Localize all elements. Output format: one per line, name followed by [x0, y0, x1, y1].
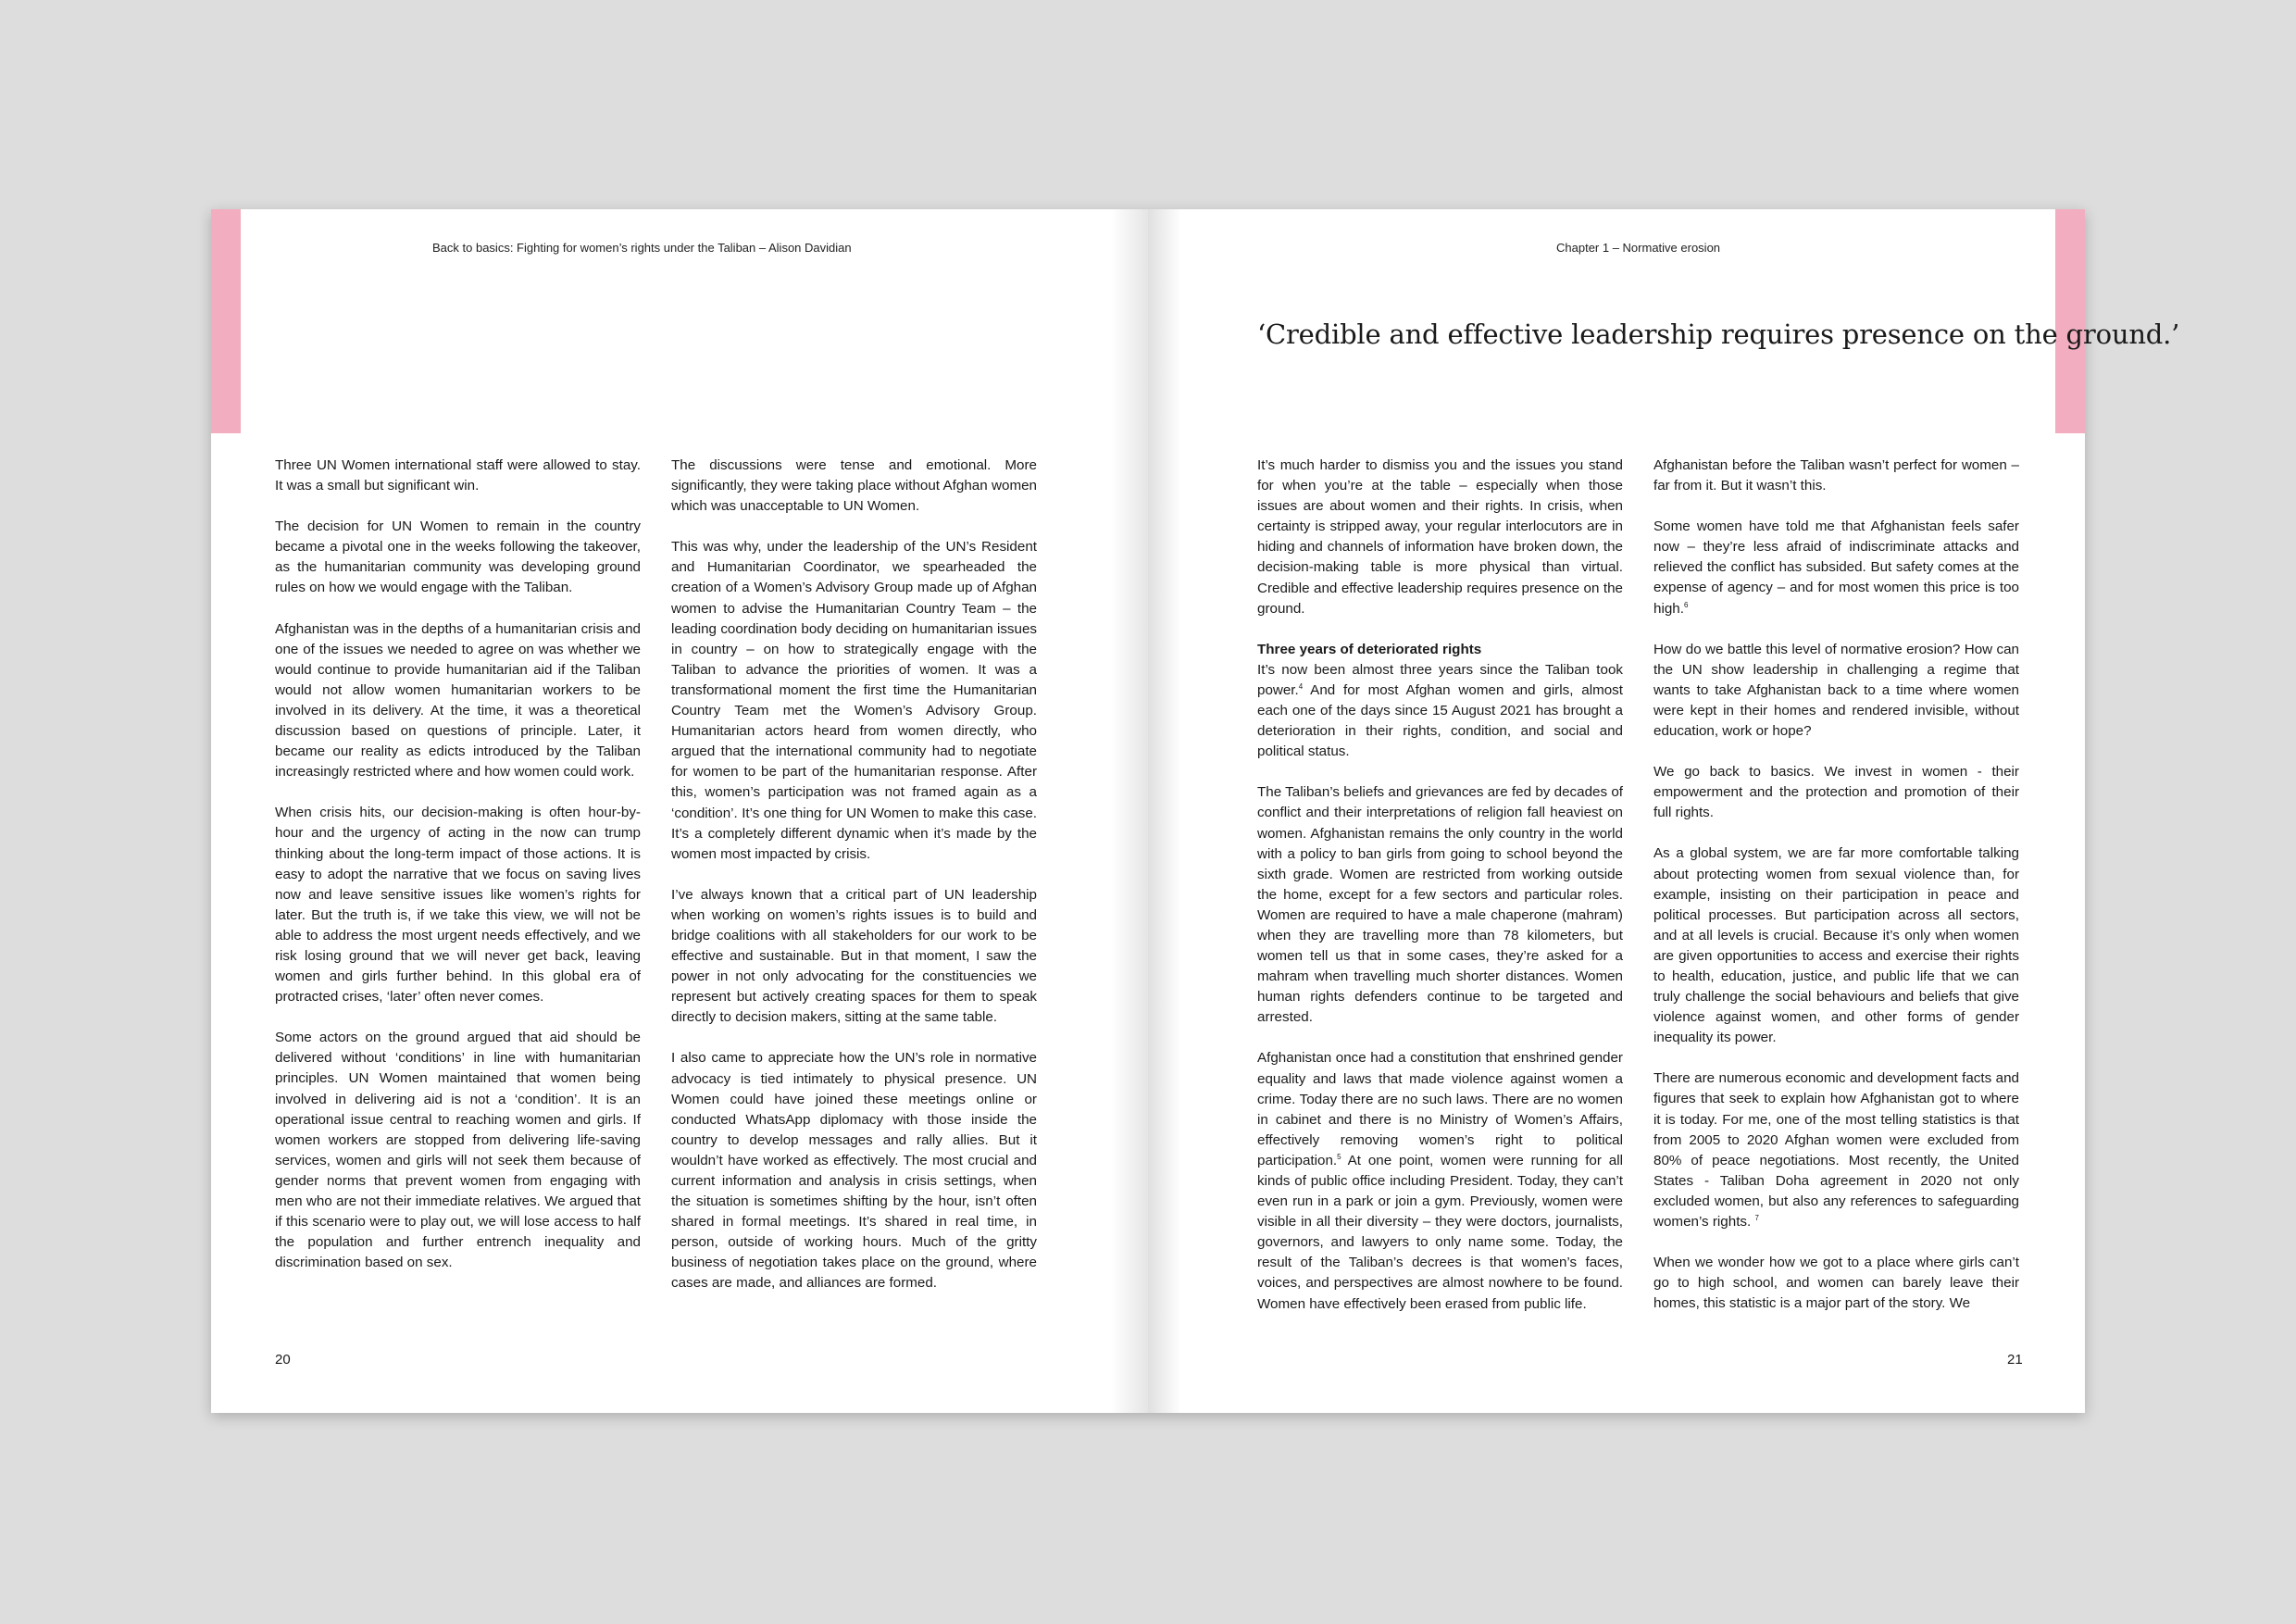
paragraph: This was why, under the leadership of the UN’s Resident and Humanitarian Coordinator, we spearheaded the creation of a Women’s Advisory Group made up of Afghan women to advise the Humanitarian Country Team – the leading coordination body deciding on humanitarian issues in country – on how to strategically engage with the Taliban to advance the priorities of women. It was a transformational moment the first time the Humanitarian Country Team met the Women’s Advisory Group. Humanitarian actors heard from women directly, who argued that the international community had to negotiate for women to be part of the humanitarian response. After this, women’s participation was not framed again as a ‘condition’. It’s one thing for UN Women to make this case. It’s a completely different dynamic when it’s made by the women most impacted by crisis.	[671, 539, 1037, 862]
footnote-ref: 4	[1298, 681, 1304, 691]
text-column-2	[671, 456, 1037, 1315]
paragraph	[1257, 660, 1623, 762]
pink-accent-bar	[211, 209, 241, 433]
paragraph: I’ve always known that a critical part of UN leadership when working on women’s rights issues is to build and bridge coalitions with all stakeholders for our work to be effective and sustainable. But in that moment, I saw the power in not only advocating for the constituencies we represent but actively creating spaces for them to speak directly to decision makers, sitting at the same table.	[671, 886, 1037, 1026]
paragraph: Three UN Women international staff were allowed to stay. It was a small but significant win.	[275, 457, 641, 494]
text-column-2	[1653, 456, 2019, 1334]
text-span: And for most Afghan women and girls, almost each one of the days since 15 August 2021 has brought a deterioration in their rights, condition, and social and political status.	[1257, 681, 1623, 760]
footnote-ref: 6	[1683, 600, 1689, 609]
text-span: It’s now been almost three years since the Taliban took power.	[1257, 661, 1623, 698]
paragraph: When we wonder how we got to a place where girls can’t go to high school, and women can barely leave their homes, this statistic is a major part of the story. We	[1653, 1255, 2019, 1312]
paragraph	[1257, 1048, 1623, 1314]
running-head: Back to basics: Fighting for women’s rights under the Taliban – Alison Davidian	[432, 241, 852, 255]
paragraph: How do we battle this level of normative erosion? How can the UN show leadership in challenging a regime that wants to take Afghanistan back to a time where women were kept in their homes and rendered invisible, without education, work or hope?	[1653, 641, 2019, 740]
book-spread	[211, 209, 2180, 1413]
running-head: Chapter 1 – Normative erosion	[1556, 241, 1721, 255]
footnote-ref: 7	[1754, 1213, 1759, 1222]
text-column-1	[1257, 456, 1623, 1335]
paragraph: Some actors on the ground argued that aid should be delivered without ‘conditions’ in line with humanitarian principles. UN Women maintained that women being involved in delivering aid is not a ‘condition’. It is an operational issue central to reaching women and girls. If women workers are stopped from delivering life-saving services, women and girls will not seek them because of gender norms that prevent women from engaging with men who are not their immediate relatives. We argued that if this scenario were to play out, we will lose access to half the population and further entrench inequality and discrimination based on sex.	[275, 1030, 641, 1271]
paragraph: Afghanistan was in the depths of a humanitarian crisis and one of the issues we needed to agree on was whether we would continue to provide humanitarian aid if the Taliban would not allow women humanitarian workers to be involved in its delivery. At the time, it was a theoretical discussion based on questions of principle. Later, it became our reality as edicts introduced by the Taliban increasingly restricted where and how women could work.	[275, 620, 641, 781]
paragraph	[1653, 517, 2019, 618]
gutter-shadow	[1111, 209, 1148, 1413]
page-number: 20	[275, 1352, 291, 1368]
paragraph	[1653, 1068, 2019, 1232]
paragraph: We go back to basics. We invest in women - their empowerment and the protection and promotion of their full rights.	[1653, 764, 2019, 821]
paragraph: Afghanistan before the Taliban wasn’t perfect for women – far from it. But it wasn’t this.	[1653, 457, 2019, 494]
text-span: Some women have told me that Afghanistan feels safer now – they’re less afraid of indiscriminate attacks and relieved the conflict has subsided. But safety comes at the expense of agency – and for most women this price is too high.	[1653, 518, 2019, 617]
paragraph: I also came to appreciate how the UN’s role in normative advocacy is tied intimately to physical presence. UN Women could have joined these meetings online or conducted WhatsApp diplomacy with those inside the country to develop messages and rally allies. But it wouldn’t have worked as effectively. The most crucial and current information and analysis in crisis settings, when the situation is sometimes shifting by the hour, isn’t often shared in formal meetings. It’s shared in real time, in person, outside of working hours. Much of the gritty business of negotiation takes place on the ground, where cases are made, and alliances are formed.	[671, 1050, 1037, 1292]
left-page	[211, 209, 1148, 1413]
text-column-1	[275, 456, 641, 1293]
paragraph: It’s much harder to dismiss you and the issues you stand for when you’re at the table – especially when those issues are about women and their rights. In crisis, when certainty is stripped away, your regular interlocutors are in hiding and channels of information have broken down, the decision-making table is more physical than virtual. Credible and effective leadership requires presence on the ground.	[1257, 457, 1623, 617]
page-number: 21	[2007, 1352, 2023, 1368]
section-heading: Three years of deteriorated rights	[1257, 641, 1482, 657]
pull-quote: ‘Credible and effective leadership requires presence on the ground.’	[1257, 319, 2180, 350]
text-span: There are numerous economic and development facts and figures that seek to explain how Afghanistan got to where it is today. For me, one of the most telling statistics is that from 2005 to 2020 Afghan women were excluded from 80% of peace negotiations. Most recently, the United States - Taliban Doha agreement in 2020 not only excluded women, but also any references to safeguarding women’s rights.	[1653, 1070, 2019, 1230]
text-span: Afghanistan once had a constitution that enshrined gender equality and laws that made violence against women a crime. Today there are no such laws. There are no women in cabinet and there is no Ministry of Women’s Affairs, effectively removing women’s right to political participation.	[1257, 1050, 1623, 1168]
footnote-ref: 5	[1337, 1152, 1341, 1161]
paragraph: The decision for UN Women to remain in the country became a pivotal one in the weeks following the takeover, as the humanitarian community was developing ground rules on how we would engage with the Taliban.	[275, 518, 641, 596]
right-page	[1148, 209, 2180, 1413]
paragraph: As a global system, we are far more comfortable talking about protecting women from sexual violence than, for example, insisting on their participation in peace and political processes. But participation across all sectors, and at all levels is crucial. Because it’s only when women are given opportunities to access and exercise their rights to health, education, justice, and public life that we can truly challenge the social behaviours and beliefs that give violence against women, and other forms of gender inequality its power.	[1653, 845, 2019, 1046]
text-span: At one point, women were running for all kinds of public office including President. Today, they can’t even run in a park or join a gym. Previously, women were visible in all their diversity – they were doctors, journalists, governors, and lawyers to only name some. Today, the result of the Taliban’s decrees is that women’s faces, voices, and perspectives are almost nowhere to be found. Women have effectively been erased from public life.	[1257, 1152, 1623, 1312]
paragraph: The Taliban’s beliefs and grievances are fed by decades of conflict and their interpretations of religion fall heaviest on women. Afghanistan remains the only country in the world with a policy to ban girls from going to school beyond the sixth grade. Women are restricted from working outside the home, except for a few sectors and particular roles. Women are required to have a male chaperone (mahram) when they are travelling more than 78 kilometers, but women tell us that in some cases, they’re asked for a mahram when travelling much shorter distances. Women human rights defenders continue to be targeted and arrested.	[1257, 784, 1623, 1026]
gutter-shadow	[1148, 209, 1181, 1413]
paragraph: When crisis hits, our decision-making is often hour-by-hour and the urgency of acting in the now can trump thinking about the long-term impact of those actions. It is easy to adopt the narrative that we focus on saving lives now and leave sensitive issues like women’s rights for later. But the truth is, if we take this view, we will not be able to address the most urgent needs effectively, and we risk losing ground that we will never get back, leaving women and girls further behind. In this global era of protracted crises, ‘later’ often never comes.	[275, 805, 641, 1006]
paragraph: The discussions were tense and emotional. More significantly, they were taking place without Afghan women which was unacceptable to UN Women.	[671, 457, 1037, 515]
